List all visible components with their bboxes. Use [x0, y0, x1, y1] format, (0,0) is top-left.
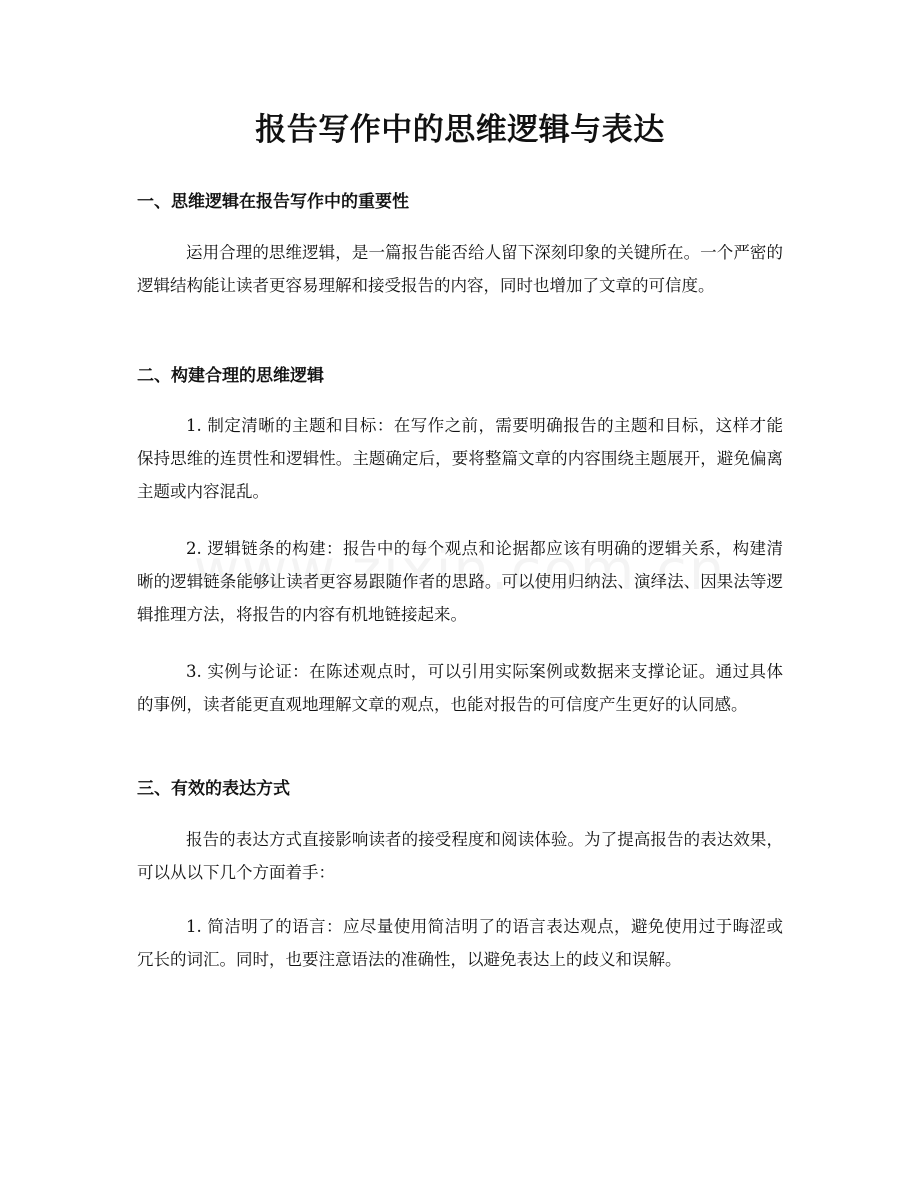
paragraph: 1. 简洁明了的语言：应尽量使用简洁明了的语言表达观点，避免使用过于晦涩或冗长的词汇。同时，也要注意语法的准确性，以避免表达上的歧义和误解。 [137, 917, 783, 969]
section-heading-1: 一、思维逻辑在报告写作中的重要性 [137, 192, 409, 212]
section-heading-3: 三、有效的表达方式 [137, 779, 290, 799]
paragraph: 1. 制定清晰的主题和目标：在写作之前，需要明确报告的主题和目标，这样才能保持思维的连贯性和逻辑性。主题确定后，要将整篇文章的内容围绕主题展开，避免偏离主题或内容混乱。 [137, 416, 783, 501]
paragraph: 运用合理的思维逻辑，是一篇报告能否给人留下深刻印象的关键所在。一个严密的逻辑结构能让读者更容易理解和接受报告的内容，同时也增加了文章的可信度。 [137, 243, 783, 295]
section-heading-2: 二、构建合理的思维逻辑 [137, 366, 324, 386]
document-title: 报告写作中的思维逻辑与表达 [255, 112, 665, 148]
paragraph: 报告的表达方式直接影响读者的接受程度和阅读体验。为了提高报告的表达效果，可以从以下几个方面着手： [137, 830, 783, 882]
paragraph: 3. 实例与论证：在陈述观点时，可以引用实际案例或数据来支撑论证。通过具体的事例，读者能更直观地理解文章的观点，也能对报告的可信度产生更好的认同感。 [137, 662, 783, 714]
paragraph: 2. 逻辑链条的构建：报告中的每个观点和论据都应该有明确的逻辑关系，构建清晰的逻辑链条能够让读者更容易跟随作者的思路。可以使用归纳法、演绎法、因果法等逻辑推理方法，将报告的内容有机地链接起来。 [137, 539, 783, 624]
